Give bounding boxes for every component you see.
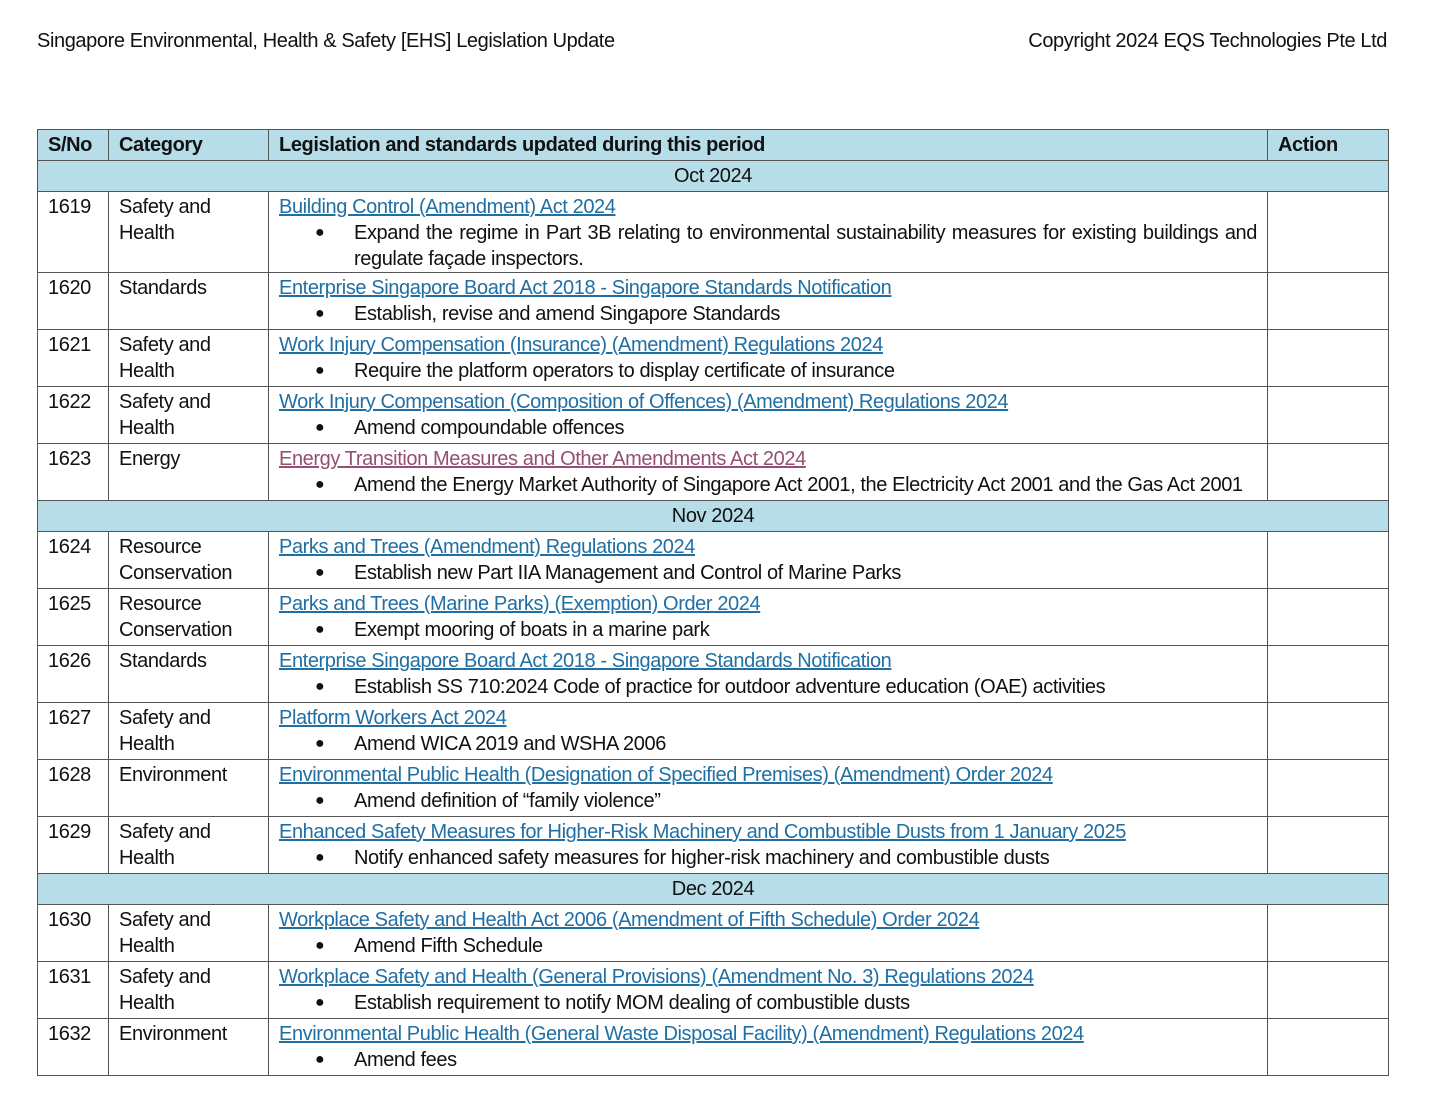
- legislation-link[interactable]: Enterprise Singapore Board Act 2018 - Singapore Standards Notification: [279, 650, 892, 672]
- bullet-item: [279, 1047, 1257, 1073]
- serial-number: 1625: [38, 589, 109, 646]
- legislation-cell: [269, 387, 1268, 444]
- serial-number: 1630: [38, 905, 109, 962]
- category: Safety and Health: [109, 387, 269, 444]
- serial-number: 1628: [38, 760, 109, 817]
- bullet-item: [279, 617, 1257, 643]
- legislation-cell: [269, 646, 1268, 703]
- bullet-text: Expand the regime in Part 3B relating to environmental sustainability measures for existing buildings and regulate façade inspectors.: [354, 222, 1257, 270]
- bullet-text: Establish, revise and amend Singapore Standards: [354, 303, 780, 325]
- action-cell[interactable]: [1268, 192, 1389, 273]
- column-header-action: Action: [1268, 130, 1389, 161]
- bullet-text: Amend the Energy Market Authority of Singapore Act 2001, the Electricity Act 2001 and the Gas Act 2001: [354, 474, 1243, 496]
- action-cell[interactable]: [1268, 703, 1389, 760]
- legislation-table: [37, 129, 1389, 1076]
- legislation-link[interactable]: Workplace Safety and Health (General Provisions) (Amendment No. 3) Regulations 2024: [279, 966, 1034, 988]
- legislation-cell: [269, 444, 1268, 501]
- legislation-cell: [269, 817, 1268, 874]
- category: Environment: [109, 760, 269, 817]
- document-header-copyright: Copyright 2024 EQS Technologies Pte Ltd: [1028, 30, 1387, 52]
- category: Safety and Health: [109, 192, 269, 273]
- bullet-item: [279, 220, 1257, 272]
- table-body: [38, 161, 1389, 1076]
- bullet-item: [279, 560, 1257, 586]
- action-cell[interactable]: [1268, 444, 1389, 501]
- table-row: [38, 192, 1389, 273]
- legislation-link[interactable]: Environmental Public Health (General Waste Disposal Facility) (Amendment) Regulations 2024: [279, 1023, 1084, 1045]
- table-row: [38, 387, 1389, 444]
- legislation-cell: [269, 905, 1268, 962]
- table-row: [38, 330, 1389, 387]
- category: Safety and Health: [109, 905, 269, 962]
- month-row: [38, 501, 1389, 532]
- bullet-icon: ●: [315, 994, 325, 1011]
- bullet-item: [279, 731, 1257, 757]
- serial-number: 1619: [38, 192, 109, 273]
- table-row: [38, 1019, 1389, 1076]
- table-row: [38, 444, 1389, 501]
- action-cell[interactable]: [1268, 646, 1389, 703]
- action-cell[interactable]: [1268, 962, 1389, 1019]
- bullet-text: Exempt mooring of boats in a marine park: [354, 619, 710, 641]
- category: Standards: [109, 646, 269, 703]
- legislation-cell: [269, 1019, 1268, 1076]
- serial-number: 1621: [38, 330, 109, 387]
- action-cell[interactable]: [1268, 905, 1389, 962]
- table-header: [38, 130, 1389, 161]
- bullet-text: Establish new Part IIA Management and Control of Marine Parks: [354, 562, 901, 584]
- bullet-text: Amend definition of “family violence”: [354, 790, 661, 812]
- legislation-cell: [269, 962, 1268, 1019]
- legislation-cell: [269, 273, 1268, 330]
- bullet-icon: ●: [315, 564, 325, 581]
- bullet-item: [279, 472, 1257, 498]
- legislation-link[interactable]: Environmental Public Health (Designation of Specified Premises) (Amendment) Order 2024: [279, 764, 1053, 786]
- serial-number: 1623: [38, 444, 109, 501]
- legislation-link[interactable]: Enterprise Singapore Board Act 2018 - Singapore Standards Notification: [279, 277, 892, 299]
- month-label: Oct 2024: [38, 161, 1389, 192]
- category: Safety and Health: [109, 962, 269, 1019]
- legislation-link[interactable]: Workplace Safety and Health Act 2006 (Amendment of Fifth Schedule) Order 2024: [279, 909, 980, 931]
- serial-number: 1620: [38, 273, 109, 330]
- bullet-item: [279, 415, 1257, 441]
- action-cell[interactable]: [1268, 817, 1389, 874]
- legislation-cell: [269, 330, 1268, 387]
- legislation-cell: [269, 760, 1268, 817]
- document-header-title: Singapore Environmental, Health & Safety [EHS] Legislation Update: [37, 30, 615, 52]
- bullet-icon: ●: [315, 362, 325, 379]
- action-cell[interactable]: [1268, 589, 1389, 646]
- table-row: [38, 532, 1389, 589]
- bullet-text: Amend WICA 2019 and WSHA 2006: [354, 733, 666, 755]
- serial-number: 1622: [38, 387, 109, 444]
- action-cell[interactable]: [1268, 330, 1389, 387]
- legislation-cell: [269, 532, 1268, 589]
- bullet-text: Amend compoundable offences: [354, 417, 625, 439]
- bullet-text: Amend Fifth Schedule: [354, 935, 543, 957]
- table-row: [38, 905, 1389, 962]
- category: Safety and Health: [109, 330, 269, 387]
- category: Environment: [109, 1019, 269, 1076]
- bullet-text: Establish SS 710:2024 Code of practice for outdoor adventure education (OAE) activities: [354, 676, 1106, 698]
- column-header-category: Category: [109, 130, 269, 161]
- action-cell[interactable]: [1268, 760, 1389, 817]
- serial-number: 1632: [38, 1019, 109, 1076]
- category: Resource Conservation: [109, 589, 269, 646]
- legislation-link[interactable]: Enhanced Safety Measures for Higher-Risk Machinery and Combustible Dusts from 1 January 2025: [279, 821, 1126, 843]
- category: Safety and Health: [109, 703, 269, 760]
- legislation-link[interactable]: Work Injury Compensation (Composition of Offences) (Amendment) Regulations 2024: [279, 391, 1009, 413]
- action-cell[interactable]: [1268, 387, 1389, 444]
- table-row: [38, 817, 1389, 874]
- table-row: [38, 703, 1389, 760]
- column-header-sno: S/No: [38, 130, 109, 161]
- bullet-text: Amend fees: [354, 1049, 457, 1071]
- legislation-link[interactable]: Energy Transition Measures and Other Amendments Act 2024: [279, 448, 806, 470]
- category: Standards: [109, 273, 269, 330]
- bullet-text: Require the platform operators to display certificate of insurance: [354, 360, 895, 382]
- serial-number: 1627: [38, 703, 109, 760]
- legislation-link[interactable]: Building Control (Amendment) Act 2024: [279, 196, 616, 218]
- bullet-icon: ●: [315, 1051, 325, 1068]
- legislation-cell: [269, 589, 1268, 646]
- bullet-icon: ●: [315, 476, 325, 493]
- bullet-item: [279, 301, 1257, 327]
- serial-number: 1631: [38, 962, 109, 1019]
- category: Safety and Health: [109, 817, 269, 874]
- category: Energy: [109, 444, 269, 501]
- action-cell[interactable]: [1268, 273, 1389, 330]
- legislation-cell: [269, 192, 1268, 273]
- bullet-item: [279, 933, 1257, 959]
- month-label: Dec 2024: [38, 874, 1389, 905]
- table-row: [38, 273, 1389, 330]
- serial-number: 1624: [38, 532, 109, 589]
- serial-number: 1626: [38, 646, 109, 703]
- legislation-link[interactable]: Parks and Trees (Marine Parks) (Exemption) Order 2024: [279, 593, 761, 615]
- bullet-icon: ●: [315, 224, 325, 241]
- legislation-link[interactable]: Parks and Trees (Amendment) Regulations 2024: [279, 536, 695, 558]
- legislation-cell: [269, 703, 1268, 760]
- bullet-item: [279, 674, 1257, 700]
- bullet-icon: ●: [315, 305, 325, 322]
- bullet-icon: ●: [315, 937, 325, 954]
- bullet-item: [279, 845, 1257, 871]
- table-row: [38, 760, 1389, 817]
- table-row: [38, 962, 1389, 1019]
- action-cell[interactable]: [1268, 532, 1389, 589]
- action-cell[interactable]: [1268, 1019, 1389, 1076]
- bullet-text: Establish requirement to notify MOM dealing of combustible dusts: [354, 992, 910, 1014]
- header-row: [38, 130, 1389, 161]
- month-row: [38, 161, 1389, 192]
- bullet-icon: ●: [315, 678, 325, 695]
- bullet-icon: ●: [315, 621, 325, 638]
- serial-number: 1629: [38, 817, 109, 874]
- month-label: Nov 2024: [38, 501, 1389, 532]
- bullet-item: [279, 788, 1257, 814]
- bullet-item: [279, 358, 1257, 384]
- bullet-icon: ●: [315, 735, 325, 752]
- column-header-legislation: Legislation and standards updated during this period: [269, 130, 1268, 161]
- category: Resource Conservation: [109, 532, 269, 589]
- bullet-text: Notify enhanced safety measures for higher-risk machinery and combustible dusts: [354, 847, 1050, 869]
- bullet-icon: ●: [315, 792, 325, 809]
- legislation-link[interactable]: Platform Workers Act 2024: [279, 707, 507, 729]
- legislation-link[interactable]: Work Injury Compensation (Insurance) (Amendment) Regulations 2024: [279, 334, 883, 356]
- table-row: [38, 589, 1389, 646]
- bullet-icon: ●: [315, 849, 325, 866]
- bullet-item: [279, 990, 1257, 1016]
- bullet-icon: ●: [315, 419, 325, 436]
- table-row: [38, 646, 1389, 703]
- month-row: [38, 874, 1389, 905]
